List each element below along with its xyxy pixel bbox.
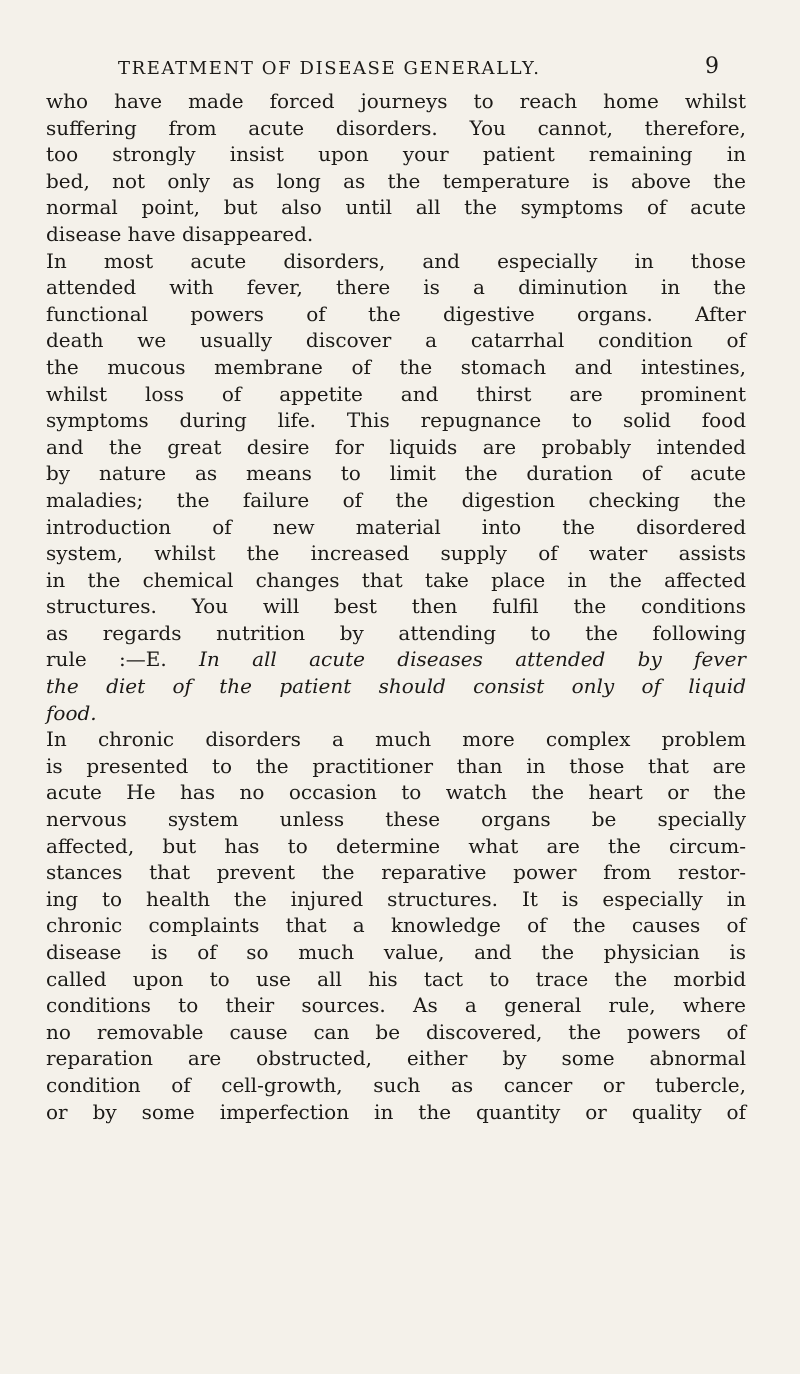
page-number: 9 <box>705 54 719 79</box>
text-line: stances that prevent the reparative power from restor- <box>46 860 746 885</box>
text-line: normal point, but also until all the symptoms of acute <box>46 195 746 220</box>
text-line: reparation are obstructed, either by some abnormal <box>46 1046 746 1071</box>
text-line: disease is of so much value, and the physician is <box>46 940 746 964</box>
text-line: chronic complaints that a knowledge of the causes of <box>46 913 746 938</box>
text-line: in the chemical changes that take place in the affected <box>46 567 746 592</box>
text-line: ing to health the injured structures. It is especially in <box>46 886 746 911</box>
text-line: system, whilst the increased supply of water assists <box>46 541 746 566</box>
text-line <box>46 646 746 673</box>
text-line: no removable cause can be discovered, the powers of <box>46 1019 746 1044</box>
text-line: attended with fever, there is a diminution in the <box>46 275 746 300</box>
text-line: disease have disappeared. <box>46 221 314 246</box>
text-line: maladies; the failure of the digestion checking the <box>46 487 746 512</box>
text-line: nervous system unless these organs be specially <box>46 807 746 832</box>
text-line: functional powers of the digestive organs. After <box>46 301 746 326</box>
text-line: conditions to their sources. As a general rule, where <box>46 993 746 1018</box>
text-line: the diet of the patient should consist only of liquid <box>46 674 746 699</box>
text-line: who have made forced journeys to reach home whilst <box>46 89 746 113</box>
text-line: food. <box>46 700 97 725</box>
text-line: In chronic disorders a much more complex problem <box>46 727 746 752</box>
text-line: bed, not only as long as the temperature is above the <box>46 168 746 193</box>
text-line: is presented to the practitioner than in those that are <box>46 753 746 778</box>
text-line: too strongly insist upon your patient remaining in <box>46 142 746 167</box>
text-line: introduction of new material into the disordered <box>46 514 746 539</box>
text-line-italic: In all acute diseases attended by fever <box>199 647 746 672</box>
text-line: whilst loss of appetite and thirst are prominent <box>46 381 746 406</box>
text-line: symptoms during life. This repugnance to solid food <box>46 408 746 433</box>
running-head: TREATMENT OF DISEASE GENERALLY. <box>118 58 541 79</box>
text-line: In most acute disorders, and especially in those <box>46 248 746 273</box>
body-text <box>46 88 746 1125</box>
text-line: and the great desire for liquids are probably intended <box>46 434 746 459</box>
text-line: called upon to use all his tact to trace the morbid <box>46 966 746 991</box>
text-line: structures. You will best then fulfil the conditions <box>46 594 746 619</box>
text-line: suffering from acute disorders. You cannot, therefore, <box>46 115 746 140</box>
text-line: by nature as means to limit the duration of acute <box>46 461 746 486</box>
text-line: condition of cell-growth, such as cancer or tubercle, <box>46 1072 746 1097</box>
text-line: the mucous membrane of the stomach and intestines, <box>46 354 746 379</box>
text-line: affected, but has to determine what are the circum- <box>46 833 746 858</box>
text-line: as regards nutrition by attending to the following <box>46 620 746 645</box>
text-line-roman: rule :—E. <box>46 647 167 672</box>
text-line: death we usually discover a catarrhal condition of <box>46 328 746 353</box>
text-line: or by some imperfection in the quantity or quality of <box>46 1099 746 1124</box>
text-line: acute He has no occasion to watch the heart or the <box>46 780 746 805</box>
